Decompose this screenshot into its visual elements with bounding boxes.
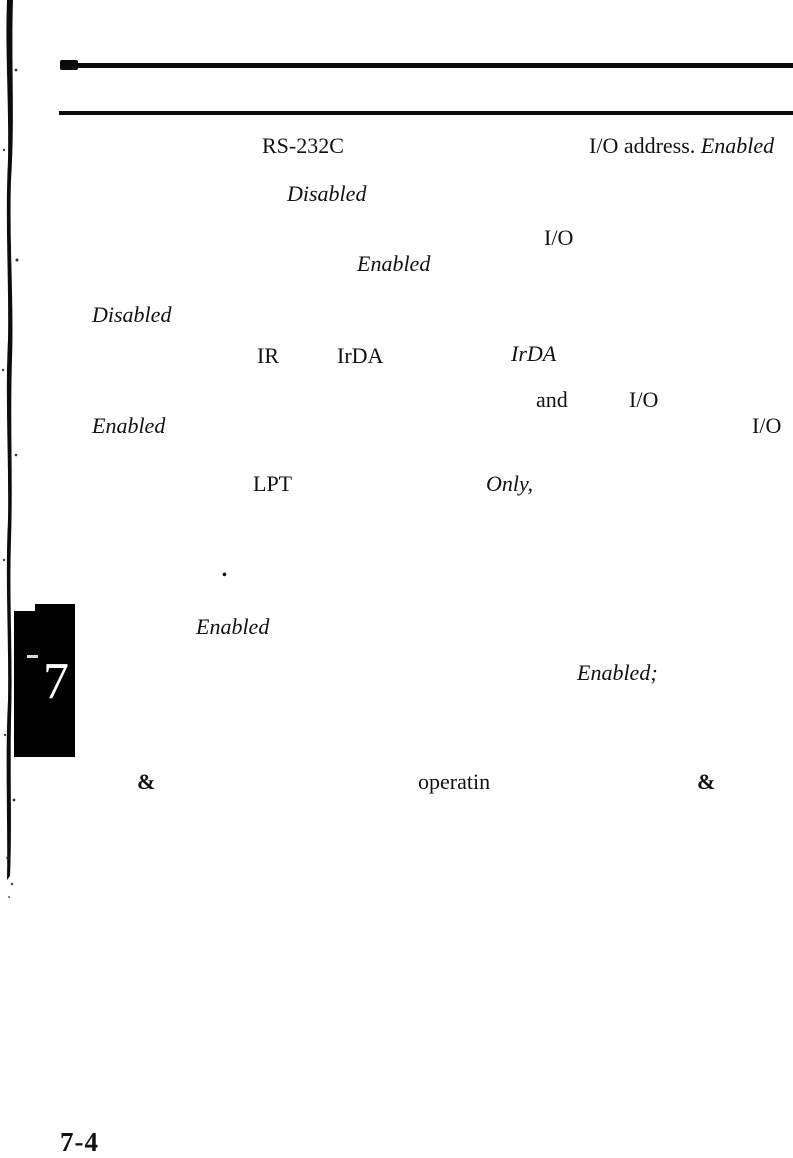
page-number: 7-4 (60, 1127, 99, 1157)
text-irda-2: IrDA (511, 341, 557, 366)
text-io-2: I/O (629, 387, 659, 412)
text-enabled-1: Enabled (357, 251, 431, 276)
text-io-3: I/O (752, 413, 782, 438)
text-enabled-top: Enabled (700, 133, 775, 158)
text-io-address: I/O address. (589, 133, 696, 158)
text-enabled-4: Enabled; (577, 660, 658, 685)
chapter-tab-dash (27, 655, 38, 658)
text-rs232c: RS-232C (262, 133, 344, 158)
text-irda-1: IrDA (337, 343, 384, 368)
chapter-tab-number: 7 (43, 653, 69, 710)
text-io-1: I/O (544, 225, 574, 250)
text-ampersand-1: & (137, 769, 156, 794)
text-io-address-enabled (589, 134, 774, 158)
text-ir: IR (257, 343, 279, 368)
text-operatin: operatin (418, 769, 491, 794)
text-enabled-2: Enabled (92, 413, 166, 438)
text-only: Only, (486, 471, 534, 496)
text-disabled-1: Disabled (287, 181, 367, 206)
chapter-tab-notch (14, 604, 35, 611)
scan-edge-artifact (0, 0, 24, 905)
bullet-dot: • (222, 568, 227, 583)
top-rule-secondary (59, 111, 793, 115)
text-and: and (536, 387, 568, 412)
top-rule-primary (61, 63, 793, 68)
text-enabled-3: Enabled (196, 614, 270, 639)
text-lpt: LPT (253, 471, 293, 496)
text-ampersand-2: & (697, 769, 716, 794)
chapter-tab (14, 604, 75, 757)
text-disabled-2: Disabled (92, 302, 172, 327)
